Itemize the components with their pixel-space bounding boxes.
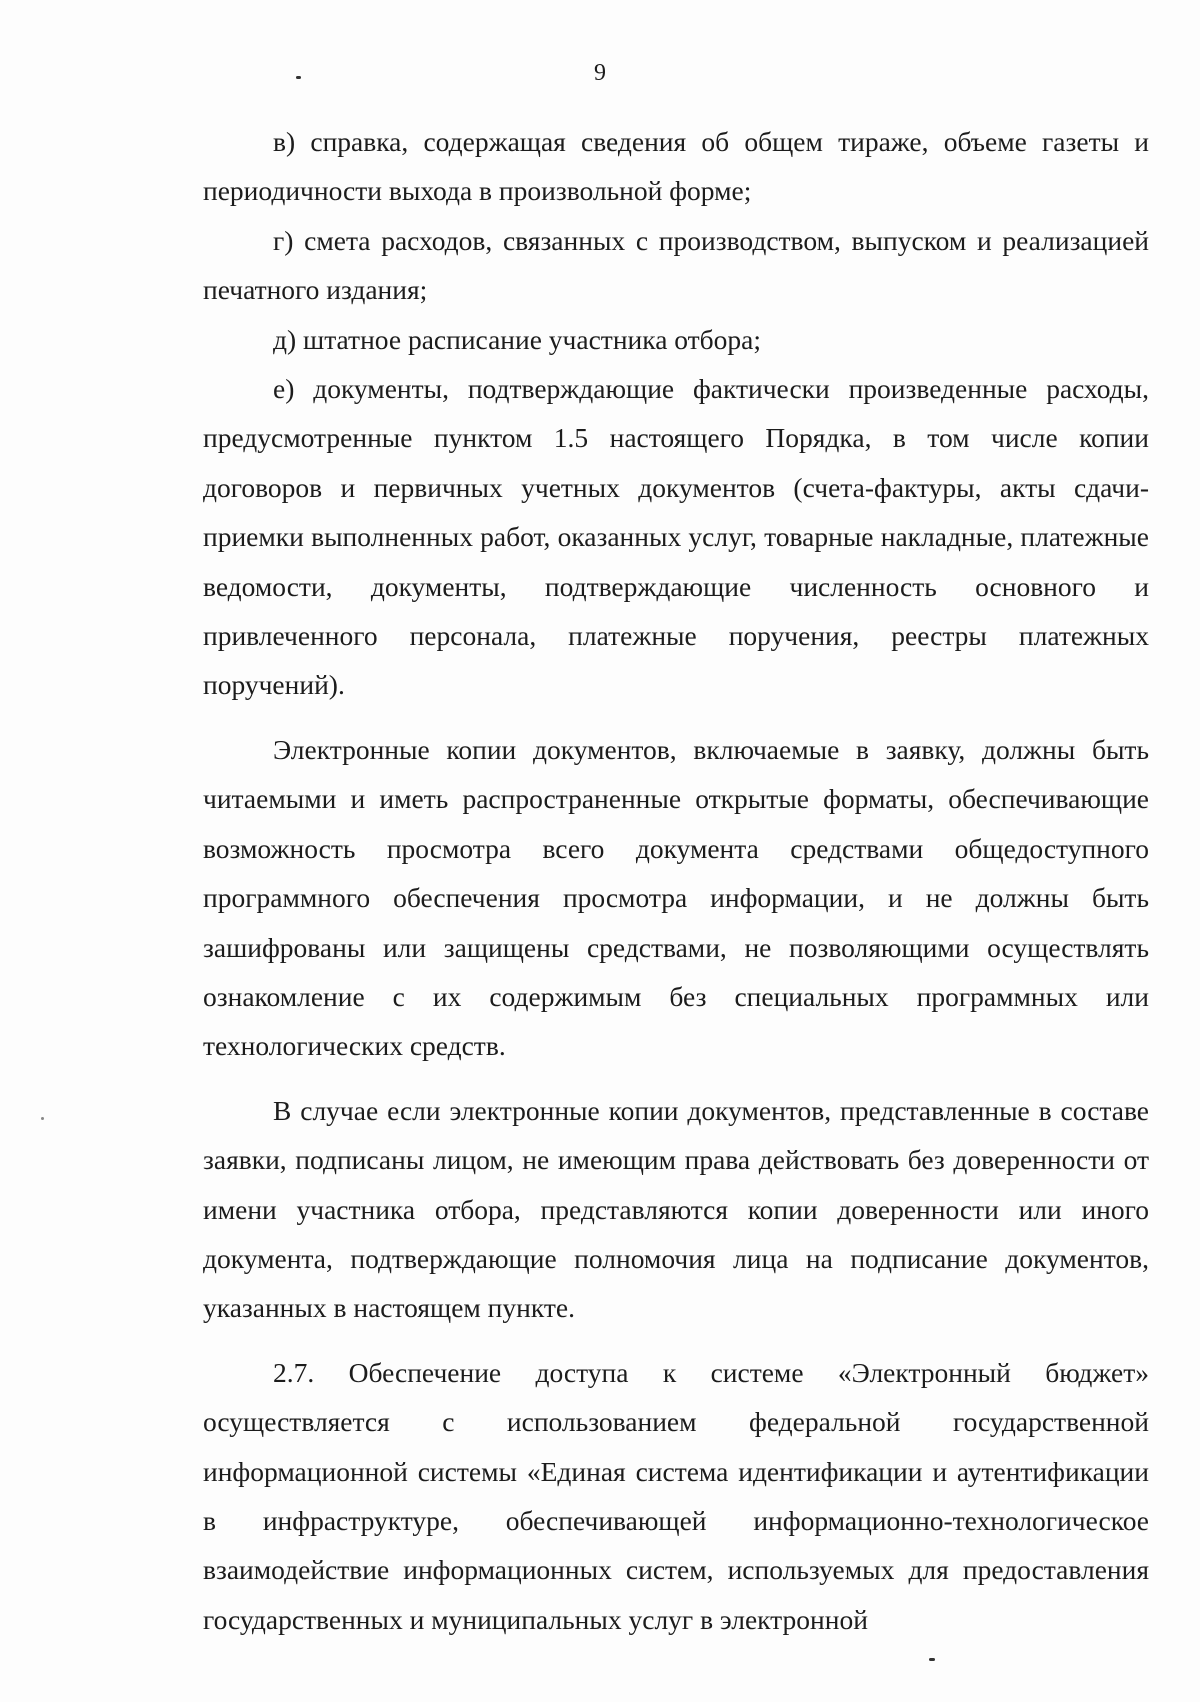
- list-item-d: д) штатное расписание участника отбора;: [273, 323, 762, 355]
- paragraph-section-2-7: 2.7. Обеспечение доступа к системе «Электронный бюджет» осуществляется с использованием федеральной государственной информационной системы «Единая система идентификации и аутентификации в инфраструктуре, обеспечивающей информационно-технологическое взаимодействие информационных систем, используемых для предоставления государственных и муниципальных услуг в электронной: [203, 1356, 1149, 1635]
- list-item-g: г) смета расходов, связанных с производством, выпуском и реализацией печатного издания;: [203, 224, 1149, 306]
- paragraph-electronic-copies: Электронные копии документов, включаемые в заявку, должны быть читаемыми и иметь распространенные открытые форматы, обеспечивающие возможность просмотра всего документа средствами общедоступного программного обеспечения просмотра информации, и не должны быть зашифрованы или защищены средствами, не позволяющими осуществлять ознакомление с их содержимым без специальных программных или технологических средств.: [203, 733, 1149, 1062]
- list-item-v: в) справка, содержащая сведения об общем тираже, объеме газеты и периодичности выхода в произвольной форме;: [203, 126, 1149, 207]
- paragraph-signatory: В случае если электронные копии документов, представленные в составе заявки, подписаны лицом, не имеющим права действовать без доверенности от имени участника отбора, представляются копии доверенности или иного документа, подтверждающие полномочия лица на подписание документов, указанных в настоящем пункте.: [203, 1094, 1149, 1324]
- page-number: 9: [594, 60, 606, 86]
- document-body: [203, 117, 1149, 1644]
- scan-speck: [41, 1117, 44, 1120]
- list-item-e: е) документы, подтверждающие фактически произведенные расходы, предусмотренные пунктом 1.5 настоящего Порядка, в том числе копии договоров и первичных учетных документов (счета-фактуры, акты сдачи-приемки выполненных работ, оказанных услуг, товарные накладные, платежные ведомости, документы, подтверждающие численность основного и привлеченного персонала, платежные поручения, реестры платежных поручений).: [203, 373, 1149, 701]
- scan-speck: [296, 76, 301, 79]
- scan-speck: [929, 1658, 935, 1661]
